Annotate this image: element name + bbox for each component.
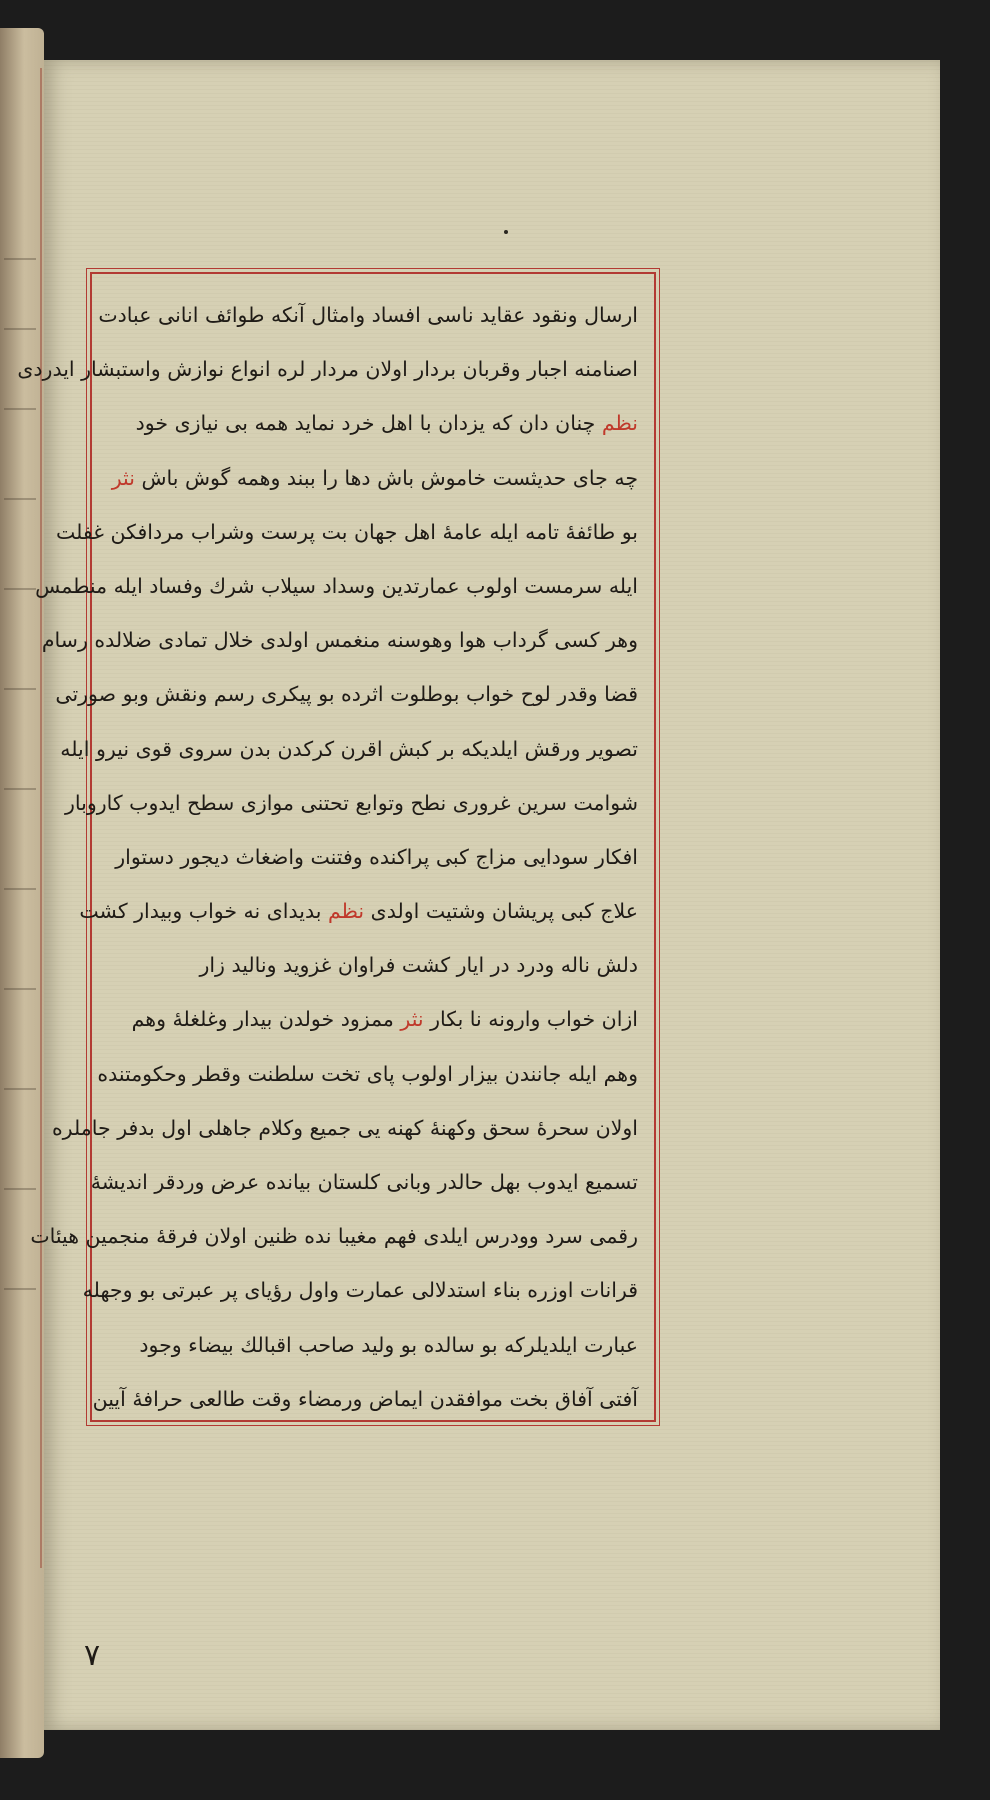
text-line: آفتی آفاق بخت موافقدن ایماض ورمضاء وقت طالعی حرافهٔ آیین xyxy=(92,1386,638,1411)
text-line: دلش ناله ودرد در ایار کشت فراوان غزوید ونالید زار xyxy=(199,953,638,978)
text-line: بو طائفهٔ تامه ایله عامهٔ اهل جهان بت پرست وشراب مردافکن غفلت xyxy=(56,519,638,544)
text-line: قضا وقدر لوح خواب بوطلوت اثرده بو پیکری رسم ونقش وبو صورتی xyxy=(55,682,638,707)
text-line: اصنامنه اجبار وقربان بردار اولان مردار لره انواع نوازش واستبشار ایدردی xyxy=(17,357,638,382)
adjacent-page-rule xyxy=(12,68,42,1568)
adjacent-page-text xyxy=(4,888,36,890)
adjacent-page-text xyxy=(4,328,36,330)
text-line: وهم ایله جانندن بیزار اولوب پای تخت سلطنت وقطر وحکومتنده xyxy=(97,1061,638,1086)
adjacent-page-text xyxy=(4,258,36,260)
text-frame xyxy=(17,272,656,1422)
adjacent-page-text xyxy=(4,408,36,410)
adjacent-page-text xyxy=(4,498,36,500)
text-line: نظم چنان دان که یزدان با اهل خرد نماید همه بی نیازی خود xyxy=(135,411,638,436)
text-line: تصویر ورقش ایلدیکه بر کبش اقرن کرکدن بدن سروی قوی نیرو ایله xyxy=(60,736,638,761)
adjacent-page-text xyxy=(4,688,36,690)
adjacent-page-text xyxy=(4,588,36,590)
text-line: علاج کبی پریشان وشتیت اولدی نظم بدیدای نه خواب وبیدار کشت xyxy=(79,899,638,924)
adjacent-page-text xyxy=(4,1188,36,1190)
rubric-word: نثر xyxy=(400,1007,424,1032)
text-line: رقمی سرد وودرس ایلدی فهم مغیبا نده ظنین اولان فرقهٔ منجمین هیئات xyxy=(30,1224,638,1249)
text-line: قرانات اوزره بناء استدلالی عمارت واول رؤیای پر عبرتی بو وجهله xyxy=(82,1278,638,1303)
adjacent-page-text xyxy=(4,1088,36,1090)
manuscript-text xyxy=(17,288,638,1426)
rubric-word: نظم xyxy=(601,411,638,436)
adjacent-page-text xyxy=(4,1288,36,1290)
rubric-word: نظم xyxy=(327,899,365,924)
text-line: اولان سحرهٔ سحق وکهنهٔ کهنه یی جمیع وکلام جاهلی اول بدفر جاملره xyxy=(51,1115,638,1140)
text-line: وهر کسی گرداب هوا وهوسنه منغمس اولدی خلال تمادی ضلالده رسام xyxy=(41,628,638,653)
manuscript-page xyxy=(17,60,940,1730)
text-line: شوامت سرین غروری نطح وتوابع تحتنی موازی سطح ایدوب کاروبار xyxy=(64,790,638,815)
ornament-dot xyxy=(504,230,508,234)
adjacent-page-edge xyxy=(0,28,44,1758)
text-line: تسمیع ایدوب بهل حالدر وبانی کلستان بیانده عرض وردقر اندیشهٔ xyxy=(90,1170,638,1194)
adjacent-page-text xyxy=(4,988,36,990)
text-line: ازان خواب وارونه نا بکار نثر ممزود خولدن بیدار وغلغلهٔ وهم xyxy=(131,1007,638,1032)
folio-number: ٧ xyxy=(84,1638,101,1673)
text-line: ارسال ونقود عقاید ناسی افساد وامثال آنکه طوائف انانی عبادت xyxy=(98,303,638,327)
text-line: ایله سرمست اولوب عمارتدین وسداد سیلاب شرك وفساد ایله منطمس xyxy=(35,573,638,598)
text-line: چه جای حدیثست خاموش باش دها را ببند وهمه گوش باش نثر xyxy=(111,465,638,490)
rubric-word: نثر xyxy=(111,465,135,490)
text-line: افکار سودایی مزاج کبی پراکنده وفتنت واضغاث دیجور دستوار xyxy=(115,844,638,869)
adjacent-page-text xyxy=(4,788,36,790)
text-line: عبارت ایلدیلرکه بو سالده بو ولید صاحب اقبالك بیضاء وجود xyxy=(139,1332,638,1357)
